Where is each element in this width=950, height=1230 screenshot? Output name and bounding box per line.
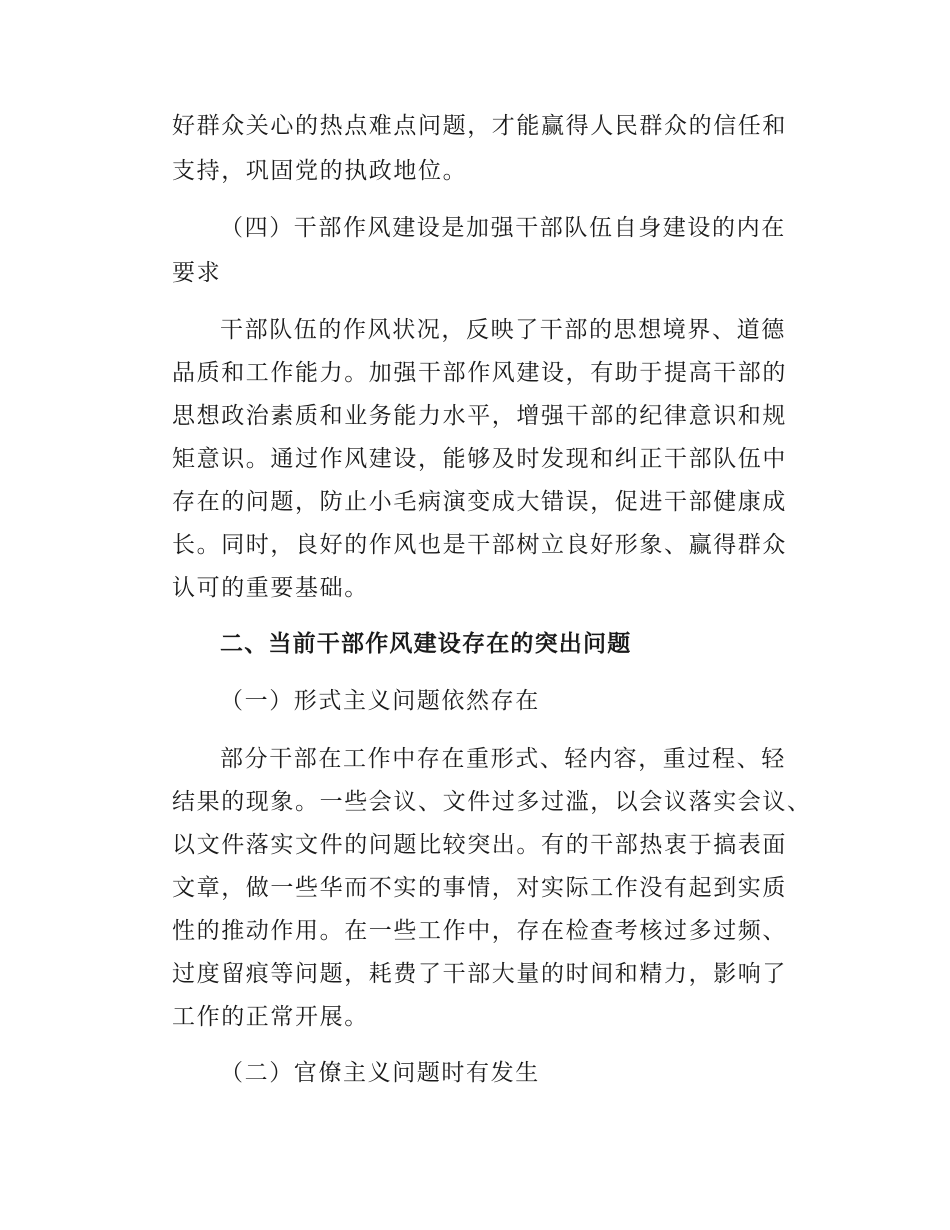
paragraph-line: 以文件落实文件的问题比较突出。有的干部热衷于搞表面 — [172, 832, 787, 858]
paragraph-line: 认可的重要基础。 — [172, 575, 369, 601]
intro-paragraph-line: 好群众关心的热点难点问题，才能赢得人民群众的信任和 — [172, 113, 787, 139]
paragraph-line: 矩意识。通过作风建设，能够及时发现和纠正干部队伍中 — [172, 446, 787, 472]
paragraph-line: 部分干部在工作中存在重形式、轻内容，重过程、轻 — [220, 746, 786, 772]
paragraph-line: 品质和工作能力。加强干部作风建设，有助于提高干部的 — [172, 360, 787, 386]
paragraph-line: 过度留痕等问题，耗费了干部大量的时间和精力，影响了 — [172, 961, 787, 987]
paragraph-line: 文章，做一些华而不实的事情，对实际工作没有起到实质 — [172, 875, 787, 901]
paragraph-line: 干部队伍的作风状况，反映了干部的思想境界、道德 — [220, 317, 786, 343]
paragraph-line: 工作的正常开展。 — [172, 1004, 369, 1030]
paragraph-line: 长。同时，良好的作风也是干部树立良好形象、赢得群众 — [172, 532, 787, 558]
intro-paragraph-line: 支持，巩固党的执政地位。 — [172, 158, 468, 184]
paragraph-line: 结果的现象。一些会议、文件过多过滥，以会议落实会议、 — [172, 789, 812, 815]
section-heading-4-continued: 要求 — [172, 260, 222, 286]
subheading: （二）官僚主义问题时有发生 — [220, 1060, 540, 1086]
paragraph-line: 性的推动作用。在一些工作中，存在检查考核过多过频、 — [172, 918, 787, 944]
chapter-heading: 二、当前干部作风建设存在的突出问题 — [220, 631, 632, 657]
section-heading-4: （四）干部作风建设是加强干部队伍自身建设的内在 — [220, 215, 786, 241]
subheading: （一）形式主义问题依然存在 — [220, 688, 540, 714]
paragraph-line: 存在的问题，防止小毛病演变成大错误，促进干部健康成 — [172, 489, 787, 515]
paragraph-line: 思想政治素质和业务能力水平，增强干部的纪律意识和规 — [172, 403, 787, 429]
